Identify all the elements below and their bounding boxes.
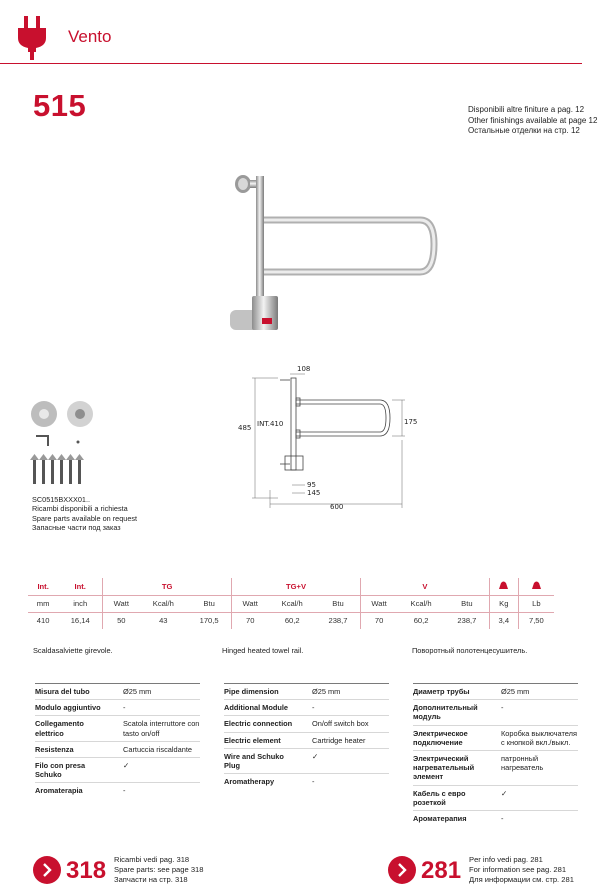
col-inch: inch <box>58 595 102 612</box>
note-en: Other finishings available at page 12 <box>468 115 598 125</box>
product-photo <box>222 168 450 340</box>
list-item: Misura del tubo Ø25 mm <box>35 684 200 700</box>
technical-data-table <box>28 578 554 629</box>
col-tg-watt: Watt <box>103 595 140 612</box>
description-ru: Поворотный полотенцесушитель. <box>412 646 528 655</box>
footer-left-ru: Запчасти на стр. 318 <box>114 874 188 884</box>
footer-left-en: Spare parts: see page 318 <box>114 864 204 874</box>
cell-v-watt: 70 <box>374 616 384 626</box>
list-item: Additional Module - <box>224 700 389 716</box>
dim-height: 485 <box>238 424 252 432</box>
spare-line-en: Spare parts available on request <box>32 513 138 523</box>
footer-right-it: Per info vedi pag. 281 <box>469 855 543 864</box>
list-item: Electric element Cartridge heater <box>224 732 389 748</box>
spare-parts-caption <box>32 495 202 533</box>
col-tg-kcal: Kcal/h <box>139 595 187 612</box>
col-v-btu: Btu <box>445 595 489 612</box>
model-number: 515 <box>33 88 87 123</box>
list-item: Диаметр трубы Ø25 mm <box>413 684 578 700</box>
list-item: Pipe dimension Ø25 mm <box>224 684 389 700</box>
description-en: Hinged heated towel rail. <box>222 646 304 655</box>
col-group-int-mm: Int. <box>28 578 58 595</box>
footer-right-ru: Для информации см. стр. 281 <box>469 874 574 884</box>
description-it: Scaldasalviette girevole. <box>33 646 113 655</box>
dim-wall-offset-1: 95 <box>307 481 316 489</box>
cell-tgv-watt: 70 <box>245 616 255 626</box>
chevron-right-icon <box>388 856 416 884</box>
col-v-watt: Watt <box>360 595 397 612</box>
list-item: Resistenza Cartuccia riscaldante <box>35 741 200 757</box>
lb-weight-icon <box>531 580 542 590</box>
list-item: Collegamento elettrico Scatola interruttore con tasto on/off <box>35 716 200 741</box>
specs-en <box>224 683 389 789</box>
specs-it <box>35 683 200 799</box>
col-tgv-kcal: Kcal/h <box>268 595 316 612</box>
brand-name: Vento <box>68 27 112 46</box>
cell-tg-btu: 170,5 <box>187 612 231 629</box>
spare-line-ru: Запасные части под заказ <box>32 523 121 533</box>
col-group-lb <box>518 578 554 595</box>
footer-right-en: For information see pag. 281 <box>469 864 567 874</box>
cell-tgv-kcal: 60,2 <box>284 616 300 626</box>
list-item: Электрическое подключение Коробка выключателя с кнопкой вкл./выкл. <box>413 725 578 750</box>
list-item: Modulo aggiuntivo - <box>35 700 200 716</box>
cell-inch: 16,14 <box>58 612 102 629</box>
dim-rail-height: 175 <box>404 418 418 426</box>
spare-line-it: Ricambi disponibili a richiesta <box>32 504 128 514</box>
spare-code: SC0515BXXX01.. <box>32 495 91 504</box>
list-item: Wire and Schuko Plug ✓ <box>224 748 389 773</box>
next-page-button-right[interactable] <box>388 856 416 884</box>
footer-ref-right <box>469 855 599 884</box>
cell-kg: 3,4 <box>489 612 518 629</box>
col-lb: Lb <box>518 595 554 612</box>
cell-tg-kcal: 43 <box>159 616 168 626</box>
chevron-right-icon <box>33 856 61 884</box>
note-it: Disponibili altre finiture a pag. 12 <box>468 105 585 114</box>
cell-lb: 7,50 <box>528 616 544 626</box>
list-item: Аромaтерапия - <box>413 814 504 824</box>
col-group-v: V <box>360 578 489 595</box>
col-group-kg <box>489 578 518 595</box>
list-item: Filo con presa Schuko ✓ <box>35 758 200 783</box>
page-ref-left[interactable]: 318 <box>66 857 107 884</box>
dim-wall-offset-2: 145 <box>307 489 321 497</box>
list-item: Электрический нагревательный элемент патронный нагреватель <box>413 751 578 786</box>
cell-v-kcal: 60,2 <box>413 616 429 626</box>
col-group-int-inch: Int. <box>58 578 102 595</box>
cell-tg-watt: 50 <box>117 616 126 626</box>
col-tgv-btu: Btu <box>316 595 360 612</box>
cell-tgv-btu: 238,7 <box>316 612 360 629</box>
footer-ref-left <box>114 855 244 884</box>
page-ref-right[interactable]: 281 <box>421 857 462 884</box>
col-tgv-watt: Watt <box>232 595 269 612</box>
dim-length: 600 <box>330 503 344 511</box>
list-item: Aromaterapia - <box>35 786 126 796</box>
next-page-button-left[interactable] <box>33 856 61 884</box>
cell-v-btu: 238,7 <box>445 612 489 629</box>
col-tg-btu: Btu <box>187 595 231 612</box>
note-ru: Остальные отделки на стр. 12 <box>468 126 580 135</box>
technical-drawing <box>230 360 430 515</box>
dim-centres: INT.410 <box>257 420 284 428</box>
col-group-tgv: TG+V <box>232 578 361 595</box>
col-v-kcal: Kcal/h <box>397 595 445 612</box>
col-mm: mm <box>28 595 58 612</box>
list-item: Aromatherapy - <box>224 777 315 787</box>
list-item: Дополнительный модуль - <box>413 700 578 725</box>
col-kg: Kg <box>489 595 518 612</box>
spare-parts-image <box>28 398 108 490</box>
dim-top-width: 108 <box>297 365 311 373</box>
finishing-notes <box>468 105 608 137</box>
cell-mm: 410 <box>36 616 50 626</box>
specs-ru <box>413 683 578 826</box>
footer-left-it: Ricambi vedi pag. 318 <box>114 855 190 864</box>
plug-icon <box>14 14 50 60</box>
kg-weight-icon <box>498 580 509 590</box>
header-divider <box>0 63 582 64</box>
col-group-tg: TG <box>103 578 232 595</box>
list-item: Electric connection On/off switch box <box>224 716 389 732</box>
table-row <box>28 612 554 629</box>
list-item: Кабель с евро розеткой ✓ <box>413 785 578 810</box>
